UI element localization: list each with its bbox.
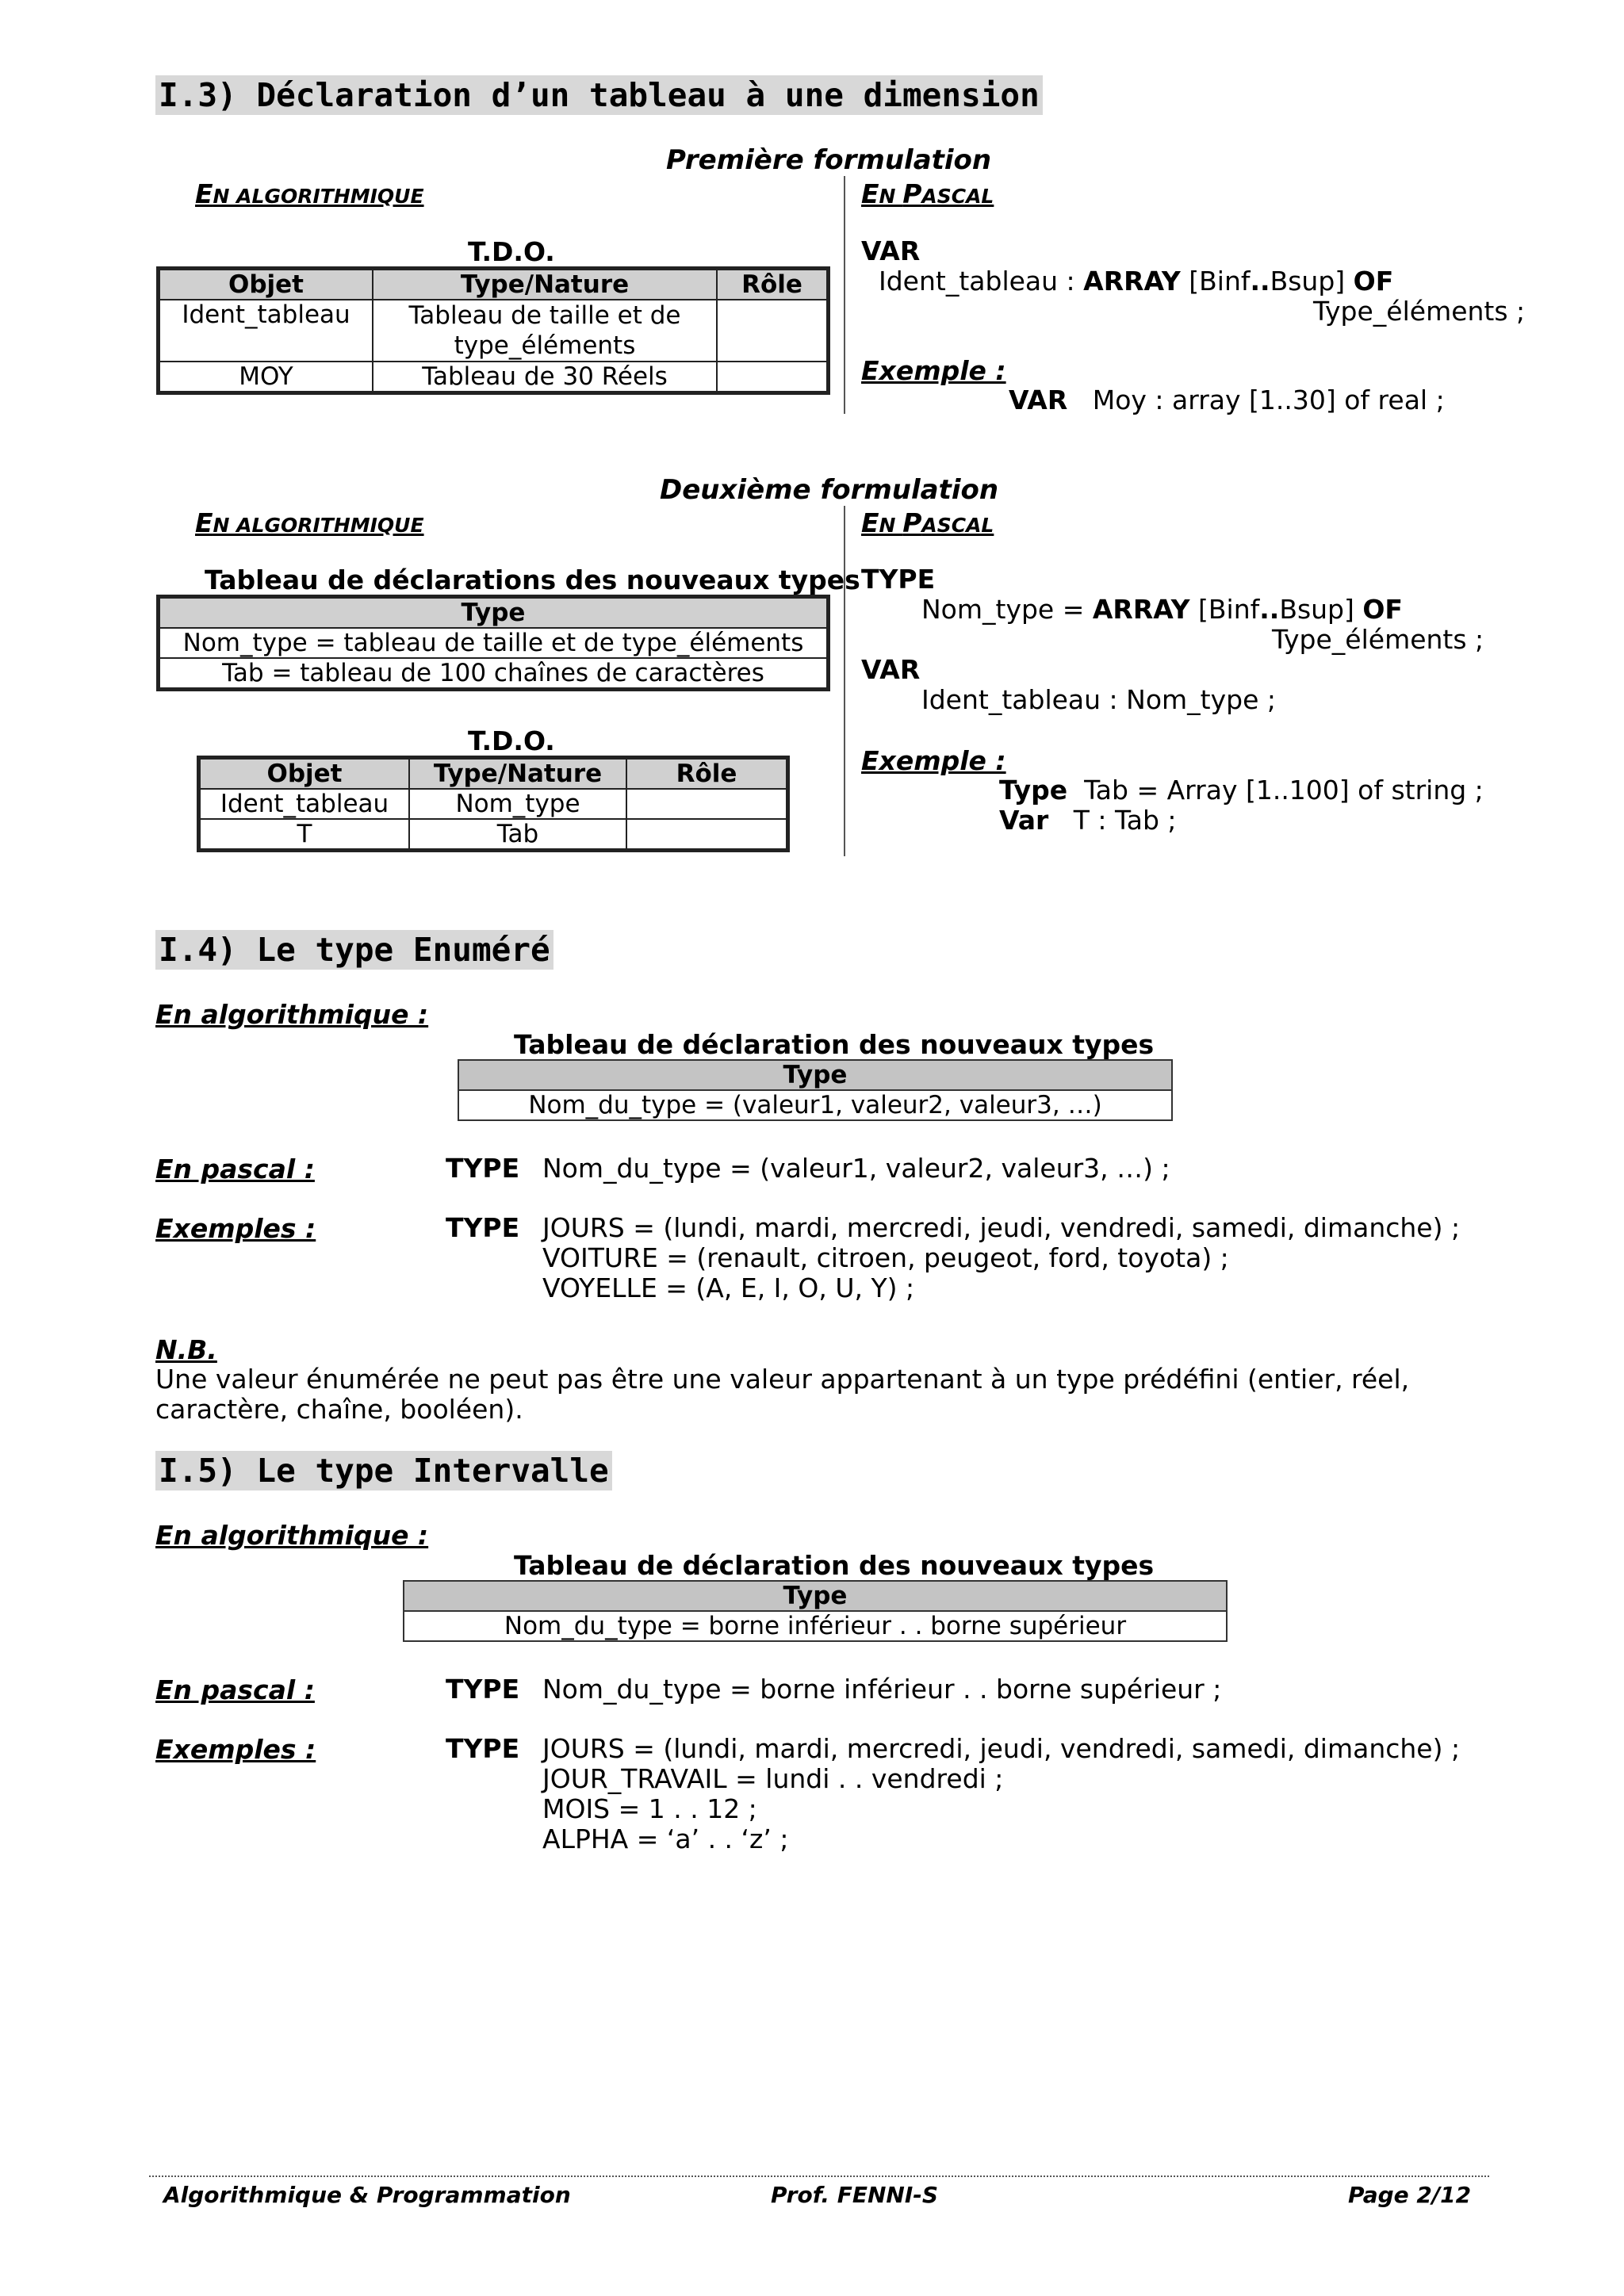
footer-page-number: Page 2/12 <box>1348 2182 1472 2208</box>
pascal-label-2: EN PASCAL <box>861 507 994 538</box>
pascal-type-kw-i5: TYPE <box>446 1674 520 1705</box>
nb-text: Une valeur énumérée ne peut pas être une valeur appartenant à un type prédéfini (entier, réel, caractère, chaîne, booléen). <box>155 1364 1410 1425</box>
table-row: Ident_tableau Tableau de taille et de type_éléments <box>159 300 829 362</box>
tdo-caption-1: T.D.O. <box>468 236 555 267</box>
exemples-label-i5: Exemples : <box>155 1734 316 1765</box>
tdo2-header-type: Type/Nature <box>409 758 626 790</box>
types-table-caption-2: Tableau de déclarations des nouveaux types <box>205 564 860 595</box>
tdo-caption-2: T.D.O. <box>468 725 555 756</box>
list-item: JOUR_TRAVAIL = lundi . . vendredi ; <box>542 1763 1004 1794</box>
tdo-table-2 <box>197 756 790 852</box>
table-row: Nom_du_type = (valeur1, valeur2, valeur3, …) <box>458 1090 1172 1120</box>
pascal-label-1: EN PASCAL <box>861 178 994 209</box>
exemples-label-i4: Exemples : <box>155 1213 316 1244</box>
pascal-code-1: VAR Ident_tableau : ARRAY [Binf..Bsup] OF Type_éléments ; <box>861 235 1526 327</box>
section-heading-i5: I.5) Le type Intervalle <box>155 1451 612 1490</box>
column-divider-2 <box>844 506 845 856</box>
types-header-i4: Type <box>458 1060 1172 1090</box>
exemple-label-1: Exemple : <box>861 355 1006 386</box>
types-header: Type <box>159 597 829 629</box>
table-row: Nom_type = tableau de taille et de type_éléments <box>159 628 829 658</box>
formulation-title-2: Deuxième formulation <box>660 474 999 506</box>
tdo-header-role: Rôle <box>717 269 829 300</box>
footer-center: Prof. FENNI-S <box>771 2182 939 2208</box>
footer-divider <box>149 2175 1489 2177</box>
list-item: ALPHA = ‘a’ . . ‘z’ ; <box>542 1823 789 1854</box>
types-table-caption-i5: Tableau de déclaration des nouveaux types <box>514 1550 1155 1581</box>
formulation-title-1: Première formulation <box>666 144 992 176</box>
pascal-type-kw-i4: TYPE <box>446 1153 520 1184</box>
pascal-code-2: TYPE Nom_type = ARRAY [Binf..Bsup] OF Type_éléments ; VAR Ident_tableau : Nom_type ; <box>861 564 1484 715</box>
tdo-table-1 <box>156 266 830 395</box>
list-item: VOITURE = (renault, citroen, peugeot, ford, toyota) ; <box>542 1242 1229 1273</box>
types-table-2 <box>156 595 830 691</box>
pascal-example-2: Type Tab = Array [1..100] of string ; Var T : Tab ; <box>999 775 1484 836</box>
column-divider-1 <box>844 176 845 414</box>
examples-list-i5 <box>542 1734 1460 1854</box>
pascal-label-i5: En pascal : <box>155 1674 315 1705</box>
table-row: T Tab <box>199 819 788 851</box>
tdo2-header-objet: Objet <box>199 758 410 790</box>
tdo2-header-role: Rôle <box>626 758 788 790</box>
pascal-decl-i4: Nom_du_type = (valeur1, valeur2, valeur3, …) ; <box>542 1153 1170 1184</box>
tdo-header-objet: Objet <box>159 269 373 300</box>
algo-label-i4: En algorithmique : <box>155 999 429 1030</box>
algo-label-1: EN ALGORITHMIQUE <box>195 178 424 209</box>
footer-left: Algorithmique & Programmation <box>163 2182 571 2208</box>
list-item: JOURS = (lundi, mardi, mercredi, jeudi, vendredi, samedi, dimanche) ; <box>542 1212 1461 1243</box>
pascal-label-i4: En pascal : <box>155 1154 315 1184</box>
pascal-decl-i5: Nom_du_type = borne inférieur . . borne supérieur ; <box>542 1674 1222 1705</box>
section-heading-i3: I.3) Déclaration d’un tableau à une dimension <box>155 75 1043 115</box>
table-row: Nom_du_type = borne inférieur . . borne supérieur <box>404 1611 1227 1641</box>
examples-list-i4 <box>542 1213 1460 1303</box>
nb-label: N.B. <box>155 1334 217 1365</box>
algo-label-i5: En algorithmique : <box>155 1520 429 1551</box>
types-table-i5 <box>403 1580 1228 1642</box>
tdo-header-type: Type/Nature <box>373 269 717 300</box>
examples-type-kw-i5: TYPE <box>446 1733 520 1764</box>
table-row: Ident_tableau Nom_type <box>199 789 788 819</box>
types-table-caption-i4: Tableau de déclaration des nouveaux types <box>514 1029 1155 1060</box>
pascal-example-1: VAR Moy : array [1..30] of real ; <box>1009 385 1445 415</box>
list-item: JOURS = (lundi, mardi, mercredi, jeudi, vendredi, samedi, dimanche) ; <box>542 1733 1461 1764</box>
list-item: VOYELLE = (A, E, I, O, U, Y) ; <box>542 1272 915 1303</box>
table-row: Tab = tableau de 100 chaînes de caractères <box>159 658 829 690</box>
table-row: MOY Tableau de 30 Réels <box>159 362 829 393</box>
section-heading-i4: I.4) Le type Enuméré <box>155 930 553 970</box>
types-table-i4 <box>458 1059 1173 1121</box>
examples-type-kw-i4: TYPE <box>446 1212 520 1243</box>
list-item: MOIS = 1 . . 12 ; <box>542 1793 757 1824</box>
exemple-label-2: Exemple : <box>861 745 1006 776</box>
algo-label-2: EN ALGORITHMIQUE <box>195 507 424 538</box>
types-header-i5: Type <box>404 1581 1227 1611</box>
